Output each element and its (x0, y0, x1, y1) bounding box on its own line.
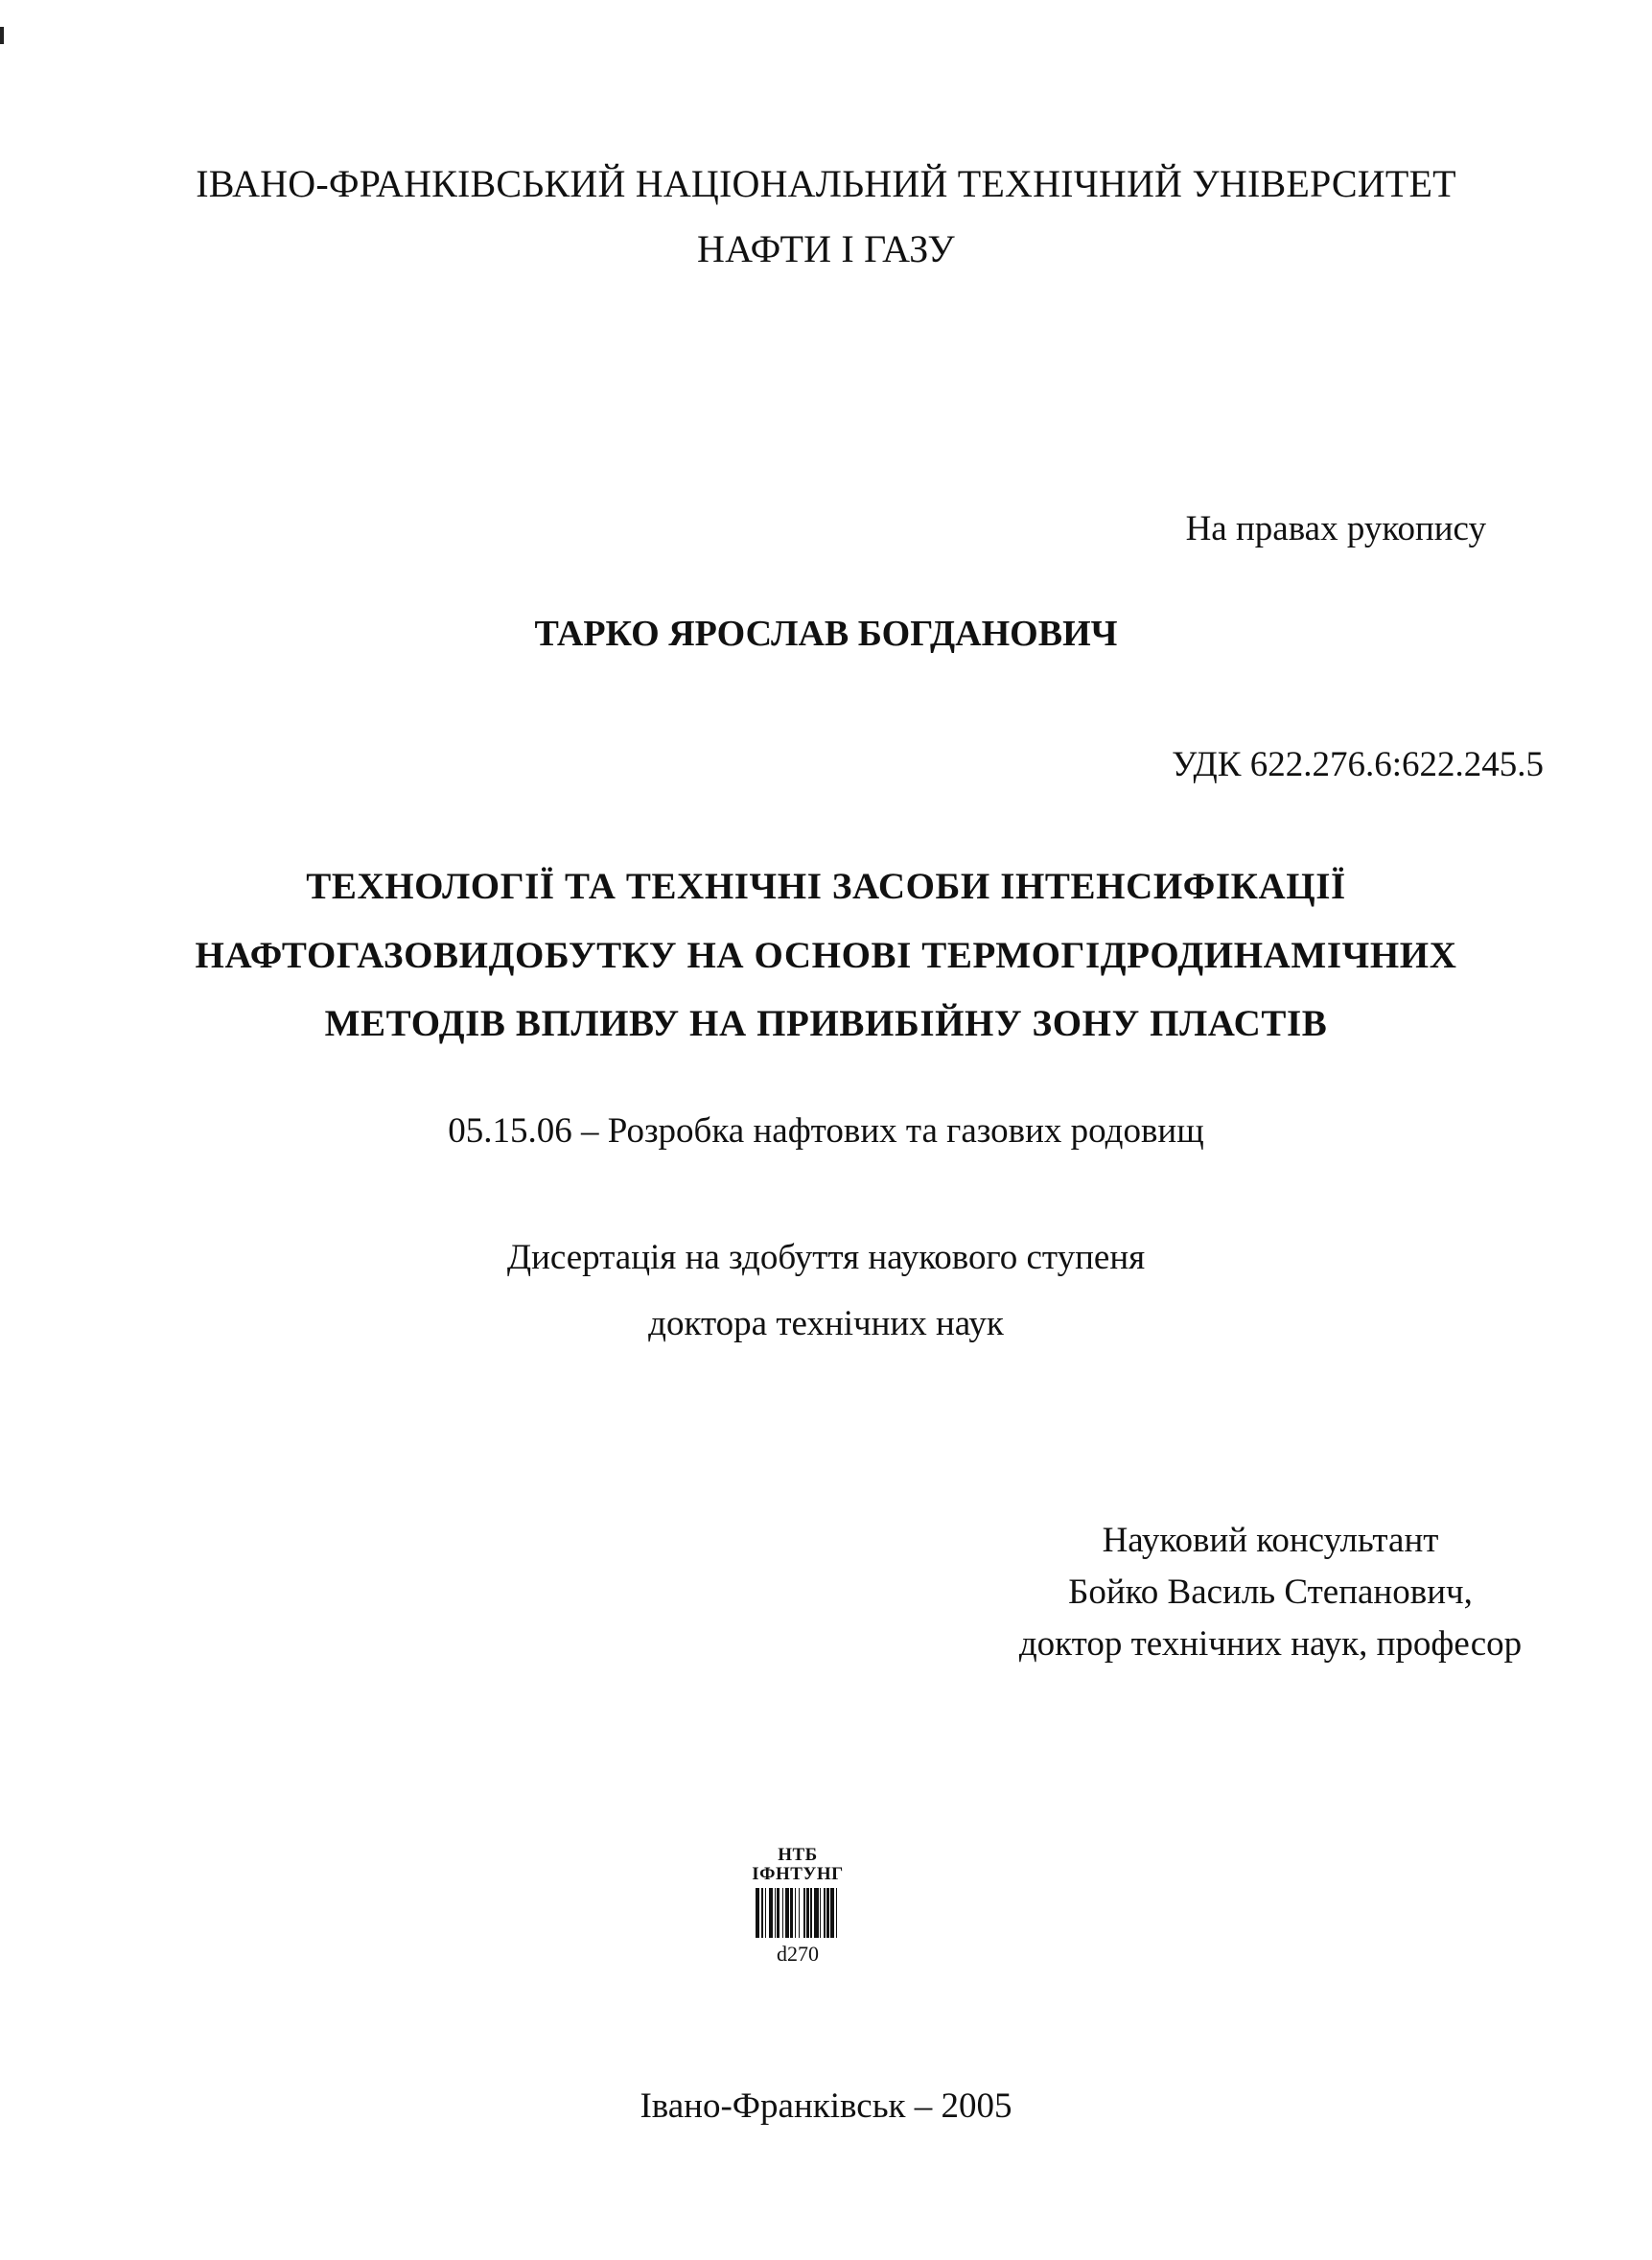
place-and-year: Івано-Франківськ – 2005 (640, 2086, 1012, 2126)
library-stamp-line1: НТБ (778, 1845, 818, 1865)
manuscript-note: На правах рукопису (1185, 509, 1486, 548)
barcode-gap (837, 1888, 840, 1938)
library-stamp-line2: ІФНТУНГ (752, 1864, 844, 1884)
library-stamp (716, 1846, 879, 1967)
degree-line2: доктора технічних наук (648, 1304, 1004, 1343)
specialty-code: 05.15.06 – Розробка нафтових та газових родовищ (448, 1111, 1204, 1151)
scientific-consultant-block (973, 1515, 1568, 1670)
library-barcode (717, 1888, 878, 1938)
author-name: ТАРКО ЯРОСЛАВ БОГДАНОВИЧ (534, 614, 1118, 654)
thesis-title-line1: ТЕХНОЛОГІЇ ТА ТЕХНІЧНІ ЗАСОБИ ІНТЕНСИФІКАЦІЇ (306, 866, 1346, 907)
library-stamp-code: d270 (777, 1942, 819, 1966)
udc-code: УДК 622.276.6:622.245.5 (1172, 745, 1544, 784)
university-name-line2: НАФТИ І ГАЗУ (697, 227, 955, 270)
degree-line1: Дисертація на здобуття наукового ступеня (506, 1238, 1146, 1277)
thesis-title-line3: МЕТОДІВ ВПЛИВУ НА ПРИВИБІЙНУ ЗОНУ ПЛАСТІВ (324, 1003, 1328, 1044)
scan-edge-mark (0, 27, 4, 44)
consultant-title: доктор технічних наук, професор (1018, 1624, 1523, 1664)
thesis-title-line2: НАФТОГАЗОВИДОБУТКУ НА ОСНОВІ ТЕРМОГІДРОДИНАМІЧНИХ (195, 935, 1457, 976)
consultant-name: Бойко Василь Степанович, (1068, 1573, 1473, 1612)
university-name-line1: ІВАНО-ФРАНКІВСЬКИЙ НАЦІОНАЛЬНИЙ ТЕХНІЧНИЙ УНІВЕРСИТЕТ (196, 162, 1456, 205)
consultant-role: Науковий консультант (1102, 1521, 1439, 1560)
